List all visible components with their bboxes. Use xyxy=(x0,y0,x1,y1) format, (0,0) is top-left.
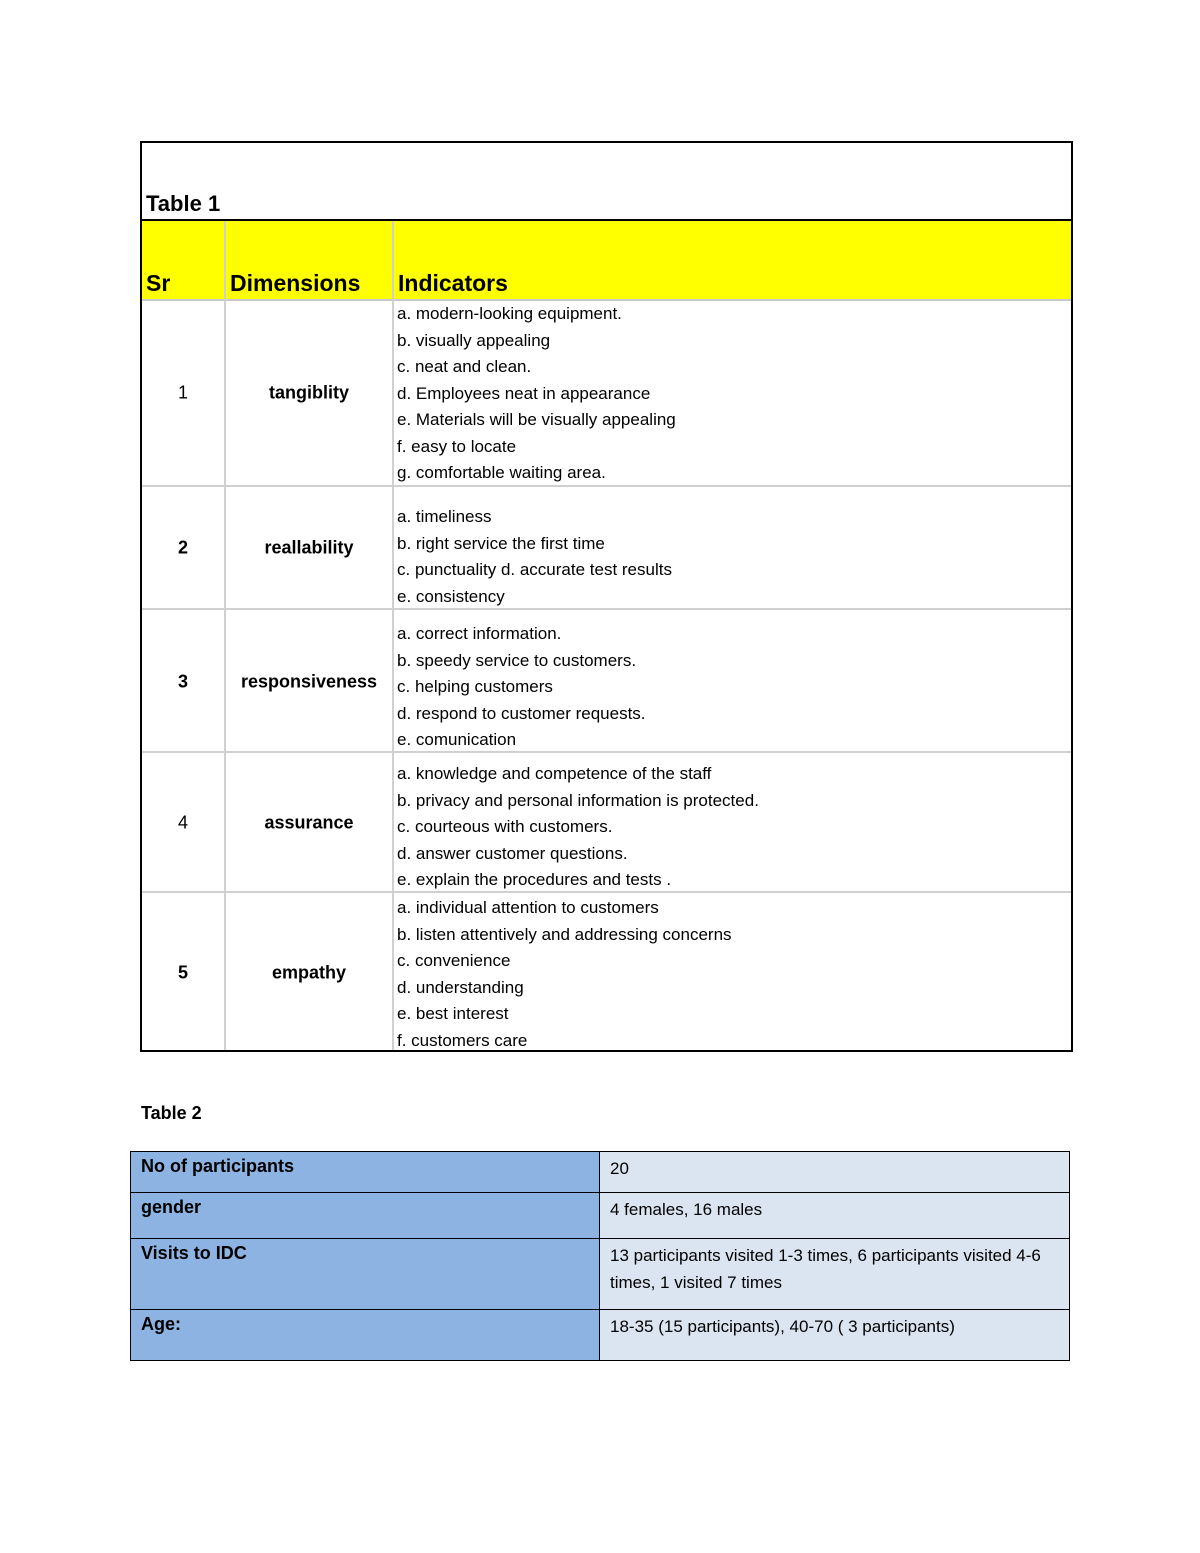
header-dimensions: Dimensions xyxy=(230,270,361,296)
header-indicators: Indicators xyxy=(398,270,508,296)
column-divider xyxy=(224,221,226,1050)
table-row xyxy=(131,1239,1069,1309)
list-item: e. consistency xyxy=(397,586,505,606)
indicators-list xyxy=(397,621,646,754)
label-cell: gender xyxy=(131,1193,600,1238)
indicators-list xyxy=(397,301,676,487)
list-item: a. knowledge and competence of the staff xyxy=(397,764,712,783)
list-item: d. Employees neat in appearance xyxy=(397,383,651,403)
label-cell: No of participants xyxy=(131,1152,600,1192)
dimension-cell: responsiveness xyxy=(240,671,378,692)
dimension-cell: tangiblity xyxy=(269,382,349,403)
table-1-header-row xyxy=(142,221,1071,301)
list-item: d. answer customer questions. xyxy=(397,843,628,863)
list-item: b. listen attentively and addressing concerns xyxy=(397,924,732,944)
list-item: c. helping customers xyxy=(397,677,553,696)
list-item: b. right service the first time xyxy=(397,533,605,553)
table-2-title: Table 2 xyxy=(141,1103,202,1123)
label-cell: Age: xyxy=(131,1310,600,1360)
dimension-cell: assurance xyxy=(264,812,354,833)
list-item: d. understanding xyxy=(397,977,524,997)
dimension-cell: empathy xyxy=(271,962,347,983)
dimension-cell: reallability xyxy=(264,537,354,558)
value-cell: 13 participants visited 1-3 times, 6 participants visited 4-6 times, 1 visited 7 times xyxy=(600,1239,1069,1309)
sr-cell: 5 xyxy=(177,962,188,983)
indicators-list xyxy=(397,761,759,894)
table-1-title: Table 1 xyxy=(146,191,221,216)
sr-cell: 1 xyxy=(177,382,188,403)
list-item: d. respond to customer requests. xyxy=(397,703,646,723)
table-1-title-cell xyxy=(142,143,1071,221)
list-item: a. timeliness xyxy=(397,507,492,526)
column-divider xyxy=(392,221,394,1050)
header-sr: Sr xyxy=(146,270,171,296)
indicators-list xyxy=(397,895,732,1054)
table-row xyxy=(131,1310,1069,1360)
sr-cell: 4 xyxy=(177,812,188,833)
list-item: b. privacy and personal information is protected. xyxy=(397,790,759,810)
list-item: f. customers care xyxy=(397,1030,528,1050)
list-item: g. comfortable waiting area. xyxy=(397,463,606,482)
sr-cell: 3 xyxy=(177,671,188,692)
list-item: e. Materials will be visually appealing xyxy=(397,410,676,429)
list-item: f. easy to locate xyxy=(397,436,517,456)
list-item: b. speedy service to customers. xyxy=(397,650,637,670)
value-cell: 20 xyxy=(600,1152,1069,1192)
list-item: a. individual attention to customers xyxy=(397,898,659,917)
list-item: c. neat and clean. xyxy=(397,357,532,376)
list-item: e. comunication xyxy=(397,730,517,749)
table-2 xyxy=(130,1151,1070,1361)
value-cell: 18-35 (15 participants), 40-70 ( 3 participants) xyxy=(600,1310,1069,1360)
list-item: a. modern-looking equipment. xyxy=(397,304,622,323)
list-item: c. punctuality d. accurate test results xyxy=(397,560,672,579)
list-item: e. best interest xyxy=(397,1004,509,1023)
indicators-list xyxy=(397,504,672,610)
sr-cell: 2 xyxy=(177,537,188,558)
value-cell: 4 females, 16 males xyxy=(600,1193,1069,1238)
list-item: c. convenience xyxy=(397,951,511,970)
list-item: c. courteous with customers. xyxy=(397,817,613,836)
label-cell: Visits to IDC xyxy=(131,1239,600,1309)
table-row xyxy=(131,1152,1069,1192)
list-item: a. correct information. xyxy=(397,624,562,643)
list-item: e. explain the procedures and tests . xyxy=(397,870,672,889)
table-1 xyxy=(140,141,1073,1052)
list-item: b. visually appealing xyxy=(397,330,551,350)
table-row xyxy=(131,1193,1069,1238)
